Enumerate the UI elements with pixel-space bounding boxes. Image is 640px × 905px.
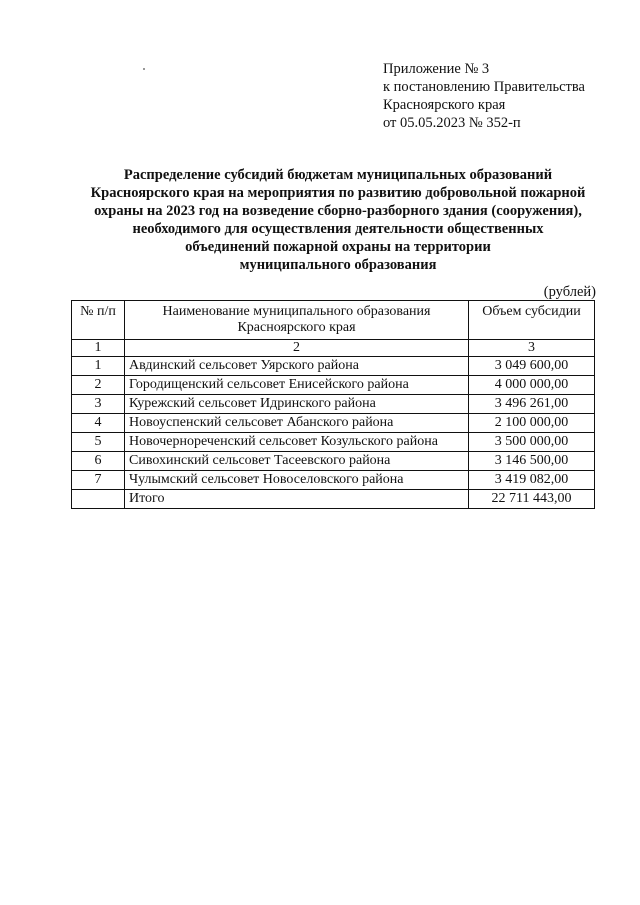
title-line: Красноярского края на мероприятия по развитию добровольной пожарной	[90, 185, 586, 201]
header-amount: Объем субсидии	[469, 301, 595, 340]
table-row	[72, 414, 595, 433]
document-title	[70, 166, 606, 274]
row-amount: 4 000 000,00	[469, 376, 595, 395]
row-municipality: Сивохинский сельсовет Тасеевского района	[125, 452, 469, 471]
subsidy-table	[71, 300, 595, 509]
row-number: 3	[72, 395, 125, 414]
column-number: 3	[469, 340, 595, 357]
table-row	[72, 433, 595, 452]
total-label: Итого	[125, 490, 469, 509]
units-label: (рублей)	[543, 284, 596, 300]
header-municipality: Наименование муниципального образования Красноярского края	[125, 301, 469, 340]
row-number: 5	[72, 433, 125, 452]
row-municipality: Авдинский сельсовет Уярского района	[125, 357, 469, 376]
row-number: 2	[72, 376, 125, 395]
title-line: объединений пожарной охраны на территории	[185, 239, 491, 255]
table-header-row	[72, 301, 595, 340]
appendix-date-line: от 05.05.2023 № 352-п	[383, 115, 521, 131]
table-row	[72, 357, 595, 376]
row-number: 4	[72, 414, 125, 433]
table-row	[72, 395, 595, 414]
row-municipality: Новочернореченский сельсовет Козульского района	[125, 433, 469, 452]
row-municipality: Курежский сельсовет Идринского района	[125, 395, 469, 414]
title-line: Распределение субсидий бюджетам муниципальных образований	[123, 167, 553, 183]
row-municipality: Чулымский сельсовет Новоселовского района	[125, 471, 469, 490]
scan-speck	[143, 68, 145, 70]
column-number: 2	[125, 340, 469, 357]
table-row	[72, 376, 595, 395]
row-municipality: Городищенский сельсовет Енисейского района	[125, 376, 469, 395]
row-amount: 3 049 600,00	[469, 357, 595, 376]
title-line: необходимого для осуществления деятельности общественных	[132, 221, 544, 237]
column-number-row	[72, 340, 595, 357]
row-number: 1	[72, 357, 125, 376]
table-row	[72, 452, 595, 471]
title-line: муниципального образования	[239, 257, 437, 273]
appendix-region-line: Красноярского края	[383, 97, 506, 113]
row-amount: 3 500 000,00	[469, 433, 595, 452]
total-number	[72, 490, 125, 509]
row-amount: 3 496 261,00	[469, 395, 595, 414]
table-row	[72, 471, 595, 490]
row-amount: 2 100 000,00	[469, 414, 595, 433]
row-municipality: Новоуспенский сельсовет Абанского района	[125, 414, 469, 433]
row-number: 6	[72, 452, 125, 471]
column-number: 1	[72, 340, 125, 357]
header-number: № п/п	[72, 301, 125, 340]
total-amount: 22 711 443,00	[469, 490, 595, 509]
table-total-row	[72, 490, 595, 509]
row-number: 7	[72, 471, 125, 490]
appendix-header	[383, 60, 613, 132]
title-line: охраны на 2023 год на возведение сборно-разборного здания (сооружения),	[94, 203, 582, 219]
row-amount: 3 419 082,00	[469, 471, 595, 490]
appendix-number: Приложение № 3	[383, 61, 490, 77]
row-amount: 3 146 500,00	[469, 452, 595, 471]
appendix-resolution-line: к постановлению Правительства	[383, 79, 585, 95]
